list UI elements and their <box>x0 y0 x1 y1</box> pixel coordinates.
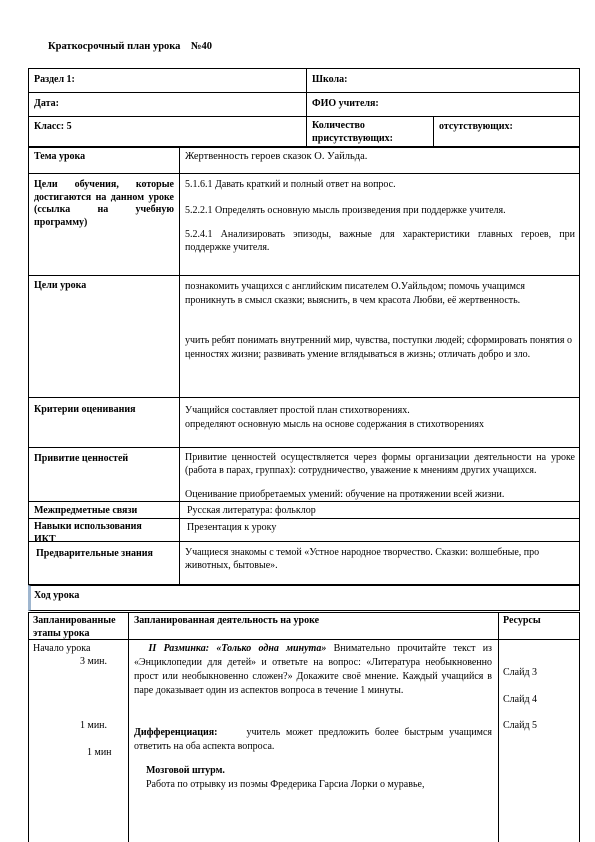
date-label: Дата: <box>34 98 59 109</box>
cross-label: Межпредметные связи <box>34 505 138 516</box>
plan-number: №40 <box>190 41 212 52</box>
ict-label: Навыки использования ИКТ <box>34 521 142 545</box>
col-stages: Запланированные этапы урока <box>33 615 116 639</box>
values-line-2: Оценивание приобретаемых умений: обучение на протяжении всей жизни. <box>185 489 505 500</box>
slide-3: Слайд 3 <box>503 667 538 678</box>
values-text: Привитие ценностей осуществляется через формы организации деятельности на уроке (работа в парах, группах): сотрудничество, уважение к мнениям других учащихся. <box>185 452 575 476</box>
school-label: Школа: <box>312 74 348 85</box>
objective-2: 5.2.2.1 Определять основную мысль произведения при поддержке учителя. <box>185 205 506 216</box>
topic-value: Жертвенность героев сказок О. Уайльда. <box>185 151 368 162</box>
diff-text <box>134 726 492 754</box>
section-label: Раздел 1: <box>34 74 75 85</box>
page-header <box>48 41 212 52</box>
plan-title: Краткосрочный план урока <box>48 41 181 52</box>
teacher-label: ФИО учителя: <box>312 98 379 109</box>
diff-body: учитель может предложить более быстрым учащимся ответить на оба аспекта вопроса. <box>134 727 493 752</box>
info-table <box>28 68 580 147</box>
values-label: Привитие ценностей <box>34 453 129 464</box>
class-label: Класс: 5 <box>34 121 72 132</box>
objective-3: 5.2.4.1 Анализировать эпизоды, важные для характеристики главных героев, при поддержке учителя. <box>185 229 575 253</box>
topic-label: Тема урока <box>34 151 86 162</box>
warmup-heading: II Разминка: «Только одна минута» <box>148 643 327 654</box>
present-label: Количество присутствующих: <box>312 120 394 144</box>
absent-label: отсутствующих: <box>439 121 513 132</box>
diff-heading: Дифференциация: <box>134 727 218 738</box>
slide-5: Слайд 5 <box>503 720 538 731</box>
brainstorm-heading: Мозговой штурм. <box>146 765 225 776</box>
stage-start: Начало урока <box>33 643 91 654</box>
warmup-body: Внимательно прочитайте текст из «Энциклопедии для детей» и ответьте на вопрос: «Литература необыкновенно прост или необыкновенно сложен?» Докажите своё мнение. Каждый учащийся в паре доказывает один из аспектов вопроса в течение 1 минуты. <box>134 643 493 696</box>
prior-value: Учащиеся знакомы с темой «Устное народное творчество. Сказки: волшебные, про животных, бытовые». <box>185 547 540 571</box>
warmup-text <box>134 642 492 698</box>
slide-4: Слайд 4 <box>503 694 538 705</box>
prior-label: Предварительные знания <box>36 548 153 559</box>
time-3min: 3 мин. <box>80 656 108 667</box>
ict-value: Презентация к уроку <box>187 522 277 533</box>
goals-label: Цели урока <box>34 280 87 291</box>
objectives-label: Цели обучения, которые достигаются на данном уроке (ссылка на учебную программу) <box>34 179 174 228</box>
criteria-label: Критерии оценивания <box>34 404 136 415</box>
course-header <box>28 585 580 611</box>
criteria-line-2: определяют основную мысль на основе содержания в стихотворениях <box>185 419 484 430</box>
goals-text-2: учить ребят понимать внутренний мир, чувства, поступки людей; сформировать понятия о ценностях жизни; развивать умение вглядываться в жизнь; отличать добро и зло. <box>185 335 572 360</box>
cross-value: Русская литература: фольклор <box>187 505 316 516</box>
goals-text-1: познакомить учащихся с английским писателем О.Уайльдом; помочь учащимся проникнуть в смысл сказки; выяснить, в чем красота Любви, её жертвенность. <box>185 281 525 306</box>
col-activity: Запланированная деятельность на уроке <box>134 615 320 626</box>
time-1min-b: 1 мин <box>87 747 112 758</box>
objective-1: 5.1.6.1 Давать краткий и полный ответ на вопрос. <box>185 179 396 190</box>
col-resources: Ресурсы <box>503 615 541 626</box>
criteria-line-1: Учащийся составляет простой план стихотворениях. <box>185 405 410 416</box>
course-title: Ход урока <box>34 590 80 601</box>
time-1min-a: 1 мин. <box>80 720 108 731</box>
lorca-line: Работа по отрывку из поэмы Фредерика Гарсиа Лорки о муравье, <box>146 779 425 790</box>
